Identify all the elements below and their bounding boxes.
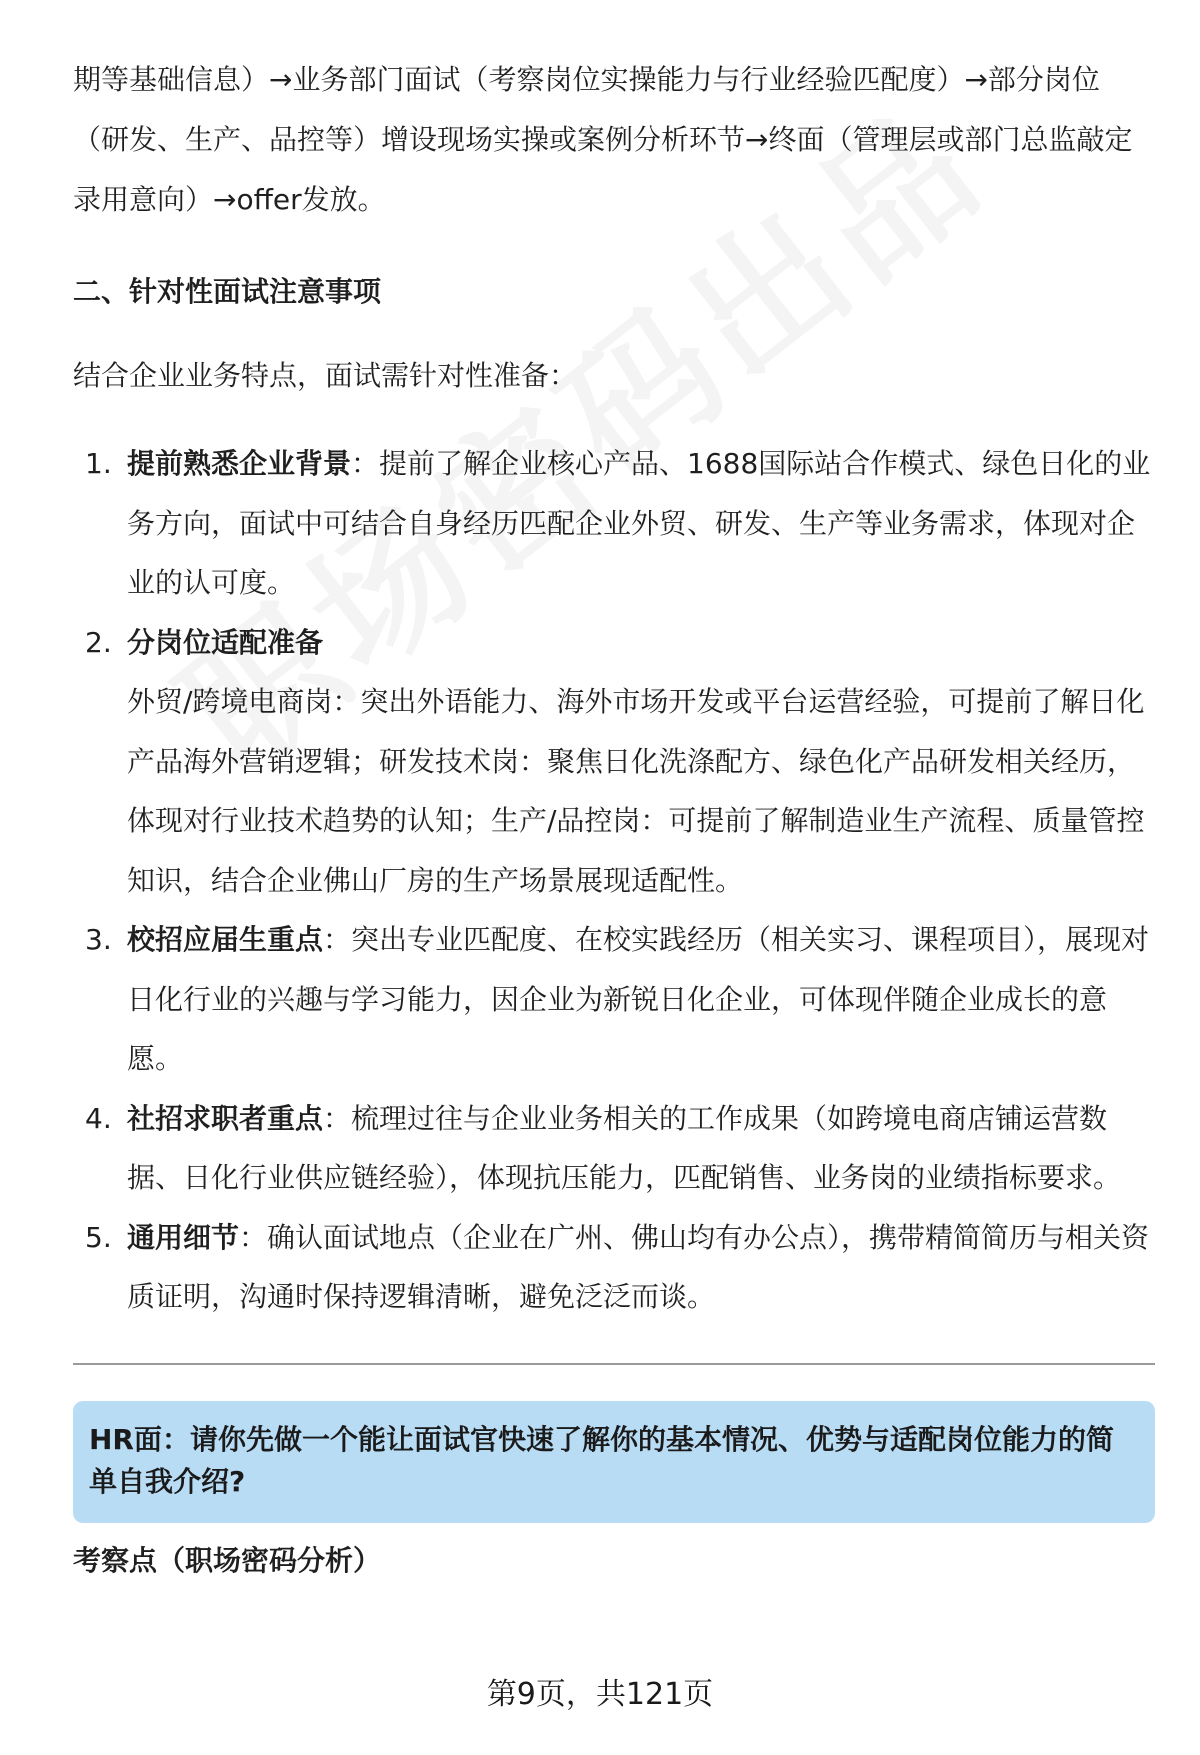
list-body: ：梳理过往与企业业务相关的工作成果（如跨境电商店铺运营数据、日化行业供应链经验），体现抗压能力，匹配销售、业务岗的业绩指标要求。 [127,1101,1122,1194]
list-number: 4. [85,1101,112,1135]
list-body: 外贸/跨境电商岗：突出外语能力、海外市场开发或平台运营经验，可提前了解日化产品海外营销逻辑；研发技术岗：聚焦日化洗涤配方、绿色化产品研发相关经历，体现对行业技术趋势的认知；生产/品控岗：可提前了解制造业生产流程、质量管控知识，结合企业佛山厂房的生产场景展现适配性。 [127,685,1145,897]
list-number: 5. [85,1220,112,1254]
list-item [73,434,1153,613]
section-intro: 结合企业业务特点，面试需针对性准备： [73,359,578,392]
list-heading: 社招求职者重点 [127,1101,324,1135]
intro-paragraph: 期等基础信息）→业务部门面试（考察岗位实操能力与行业经验匹配度）→部分岗位（研发、生产、品控等）增设现场实操或案例分析环节→终面（管理层或部门总监敲定录用意向）→offer发放。 [73,63,1133,216]
analysis-subhead: 考察点（职场密码分析） [73,1543,382,1577]
list-heading: 校招应届生重点 [127,923,324,956]
document-content [73,50,1153,1581]
section-title: 二、针对性面试注意事项 [73,275,382,308]
list-item [73,1208,1153,1327]
list-item [73,1089,1153,1208]
list-body: ：提前了解企业核心产品、1688国际站合作模式、绿色日化的业务方向，面试中可结合自身经历匹配企业外贸、研发、生产等业务需求，体现对企业的认可度。 [127,447,1151,599]
hr-question-box [73,1401,1155,1523]
list-body: ：突出专业匹配度、在校实践经历（相关实习、课程项目），展现对日化行业的兴趣与学习能力，因企业为新锐日化企业，可体现伴随企业成长的意愿。 [127,923,1150,1075]
preparation-list [73,434,1153,1327]
list-heading: 分岗位适配准备 [127,625,324,659]
divider [73,1363,1155,1365]
list-number: 3. [85,923,112,956]
list-number: 1. [85,447,112,480]
list-body: ：确认面试地点（企业在广州、佛山均有办公点），携带精简简历与相关资质证明，沟通时保持逻辑清晰，避免泛泛而谈。 [127,1220,1150,1313]
list-item [73,613,1153,911]
list-heading: 提前熟悉企业背景 [127,447,352,480]
page-footer: 第9页，共121页 [486,1677,714,1712]
list-number: 2. [85,625,112,659]
hr-question: HR面：请你先做一个能让面试官快速了解你的基本情况、优势与适配岗位能力的简单自我介绍? [89,1422,1114,1498]
list-heading: 通用细节 [127,1220,240,1254]
list-item [73,910,1153,1089]
